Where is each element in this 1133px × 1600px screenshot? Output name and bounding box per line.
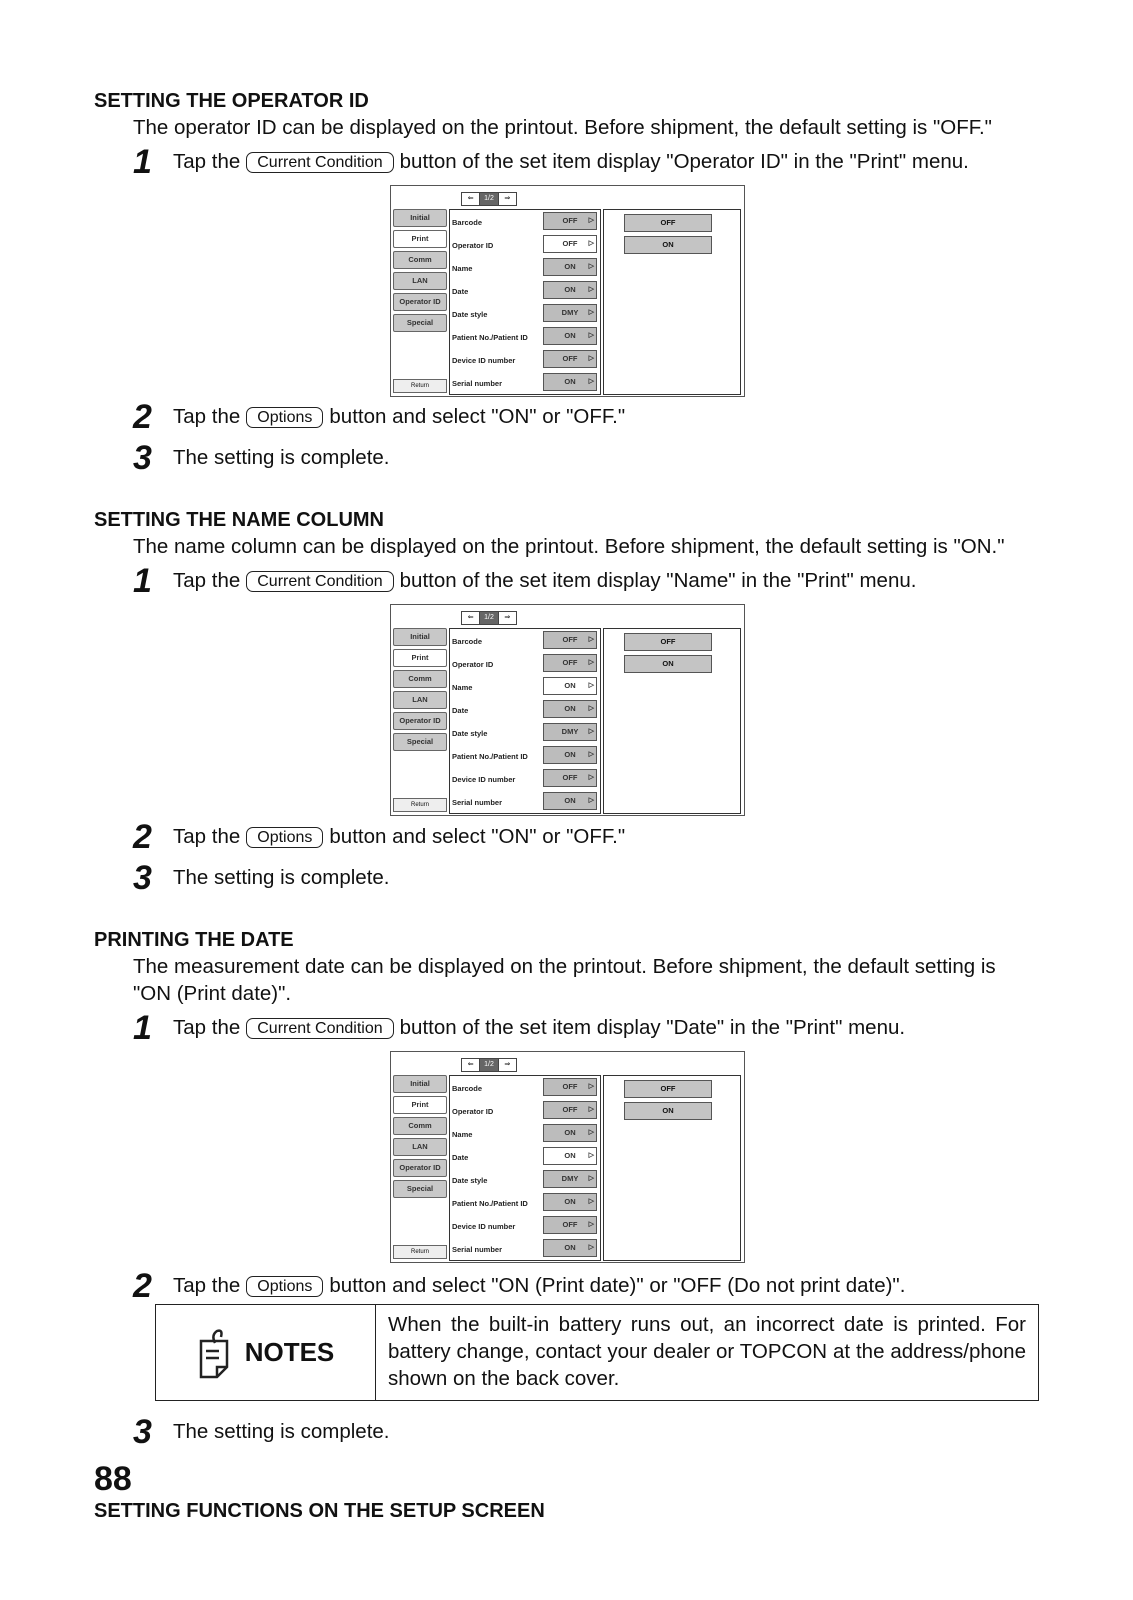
section-heading: SETTING THE OPERATOR ID [94, 90, 369, 112]
notes-header [156, 1305, 376, 1400]
section-intro: The measurement date can be displayed on the printout. Before shipment, the default setting is "ON (Print date)". [133, 955, 996, 1005]
setting-row [450, 302, 600, 325]
step-text: button of the set item display "Operator ID" in the "Print" menu. [399, 150, 969, 173]
current-condition-button[interactable]: ON ▷ [543, 1239, 597, 1257]
current-condition-button: Current Condition [246, 571, 393, 592]
setting-row [450, 233, 600, 256]
step [133, 1415, 390, 1449]
page-navigator[interactable] [461, 611, 517, 625]
menu-item[interactable]: Initial [393, 1075, 447, 1093]
section-intro: The name column can be displayed on the printout. Before shipment, the default setting is "ON." [133, 535, 1005, 558]
setting-label: Operator ID [452, 660, 494, 669]
settings-panel [449, 628, 601, 814]
step-text: Tap the [173, 150, 241, 173]
setting-row [450, 1168, 600, 1191]
setting-label: Name [452, 683, 473, 692]
step [133, 441, 390, 475]
prev-page-icon[interactable]: ⇐ [462, 1059, 480, 1071]
setting-row [450, 1122, 600, 1145]
current-condition-button[interactable]: DMY ▷ [543, 1170, 597, 1188]
step-text: The setting is complete. [173, 866, 390, 889]
current-condition-button[interactable]: OFF ▷ [543, 1216, 597, 1234]
options-button: Options [246, 407, 323, 428]
setting-row [450, 1145, 600, 1168]
step-text: Tap the [173, 825, 241, 848]
step [133, 145, 969, 179]
step-number: 3 [133, 439, 152, 477]
menu-item[interactable]: Special [393, 314, 447, 332]
step-text: button and select "ON (Print date)" or "OFF (Do not print date)". [329, 1274, 906, 1297]
current-condition-button[interactable]: OFF ▷ [543, 1101, 597, 1119]
current-condition-button[interactable]: OFF ▷ [543, 769, 597, 787]
section-intro: The operator ID can be displayed on the printout. Before shipment, the default setting is "OFF." [133, 116, 992, 139]
current-condition-button[interactable]: ON ▷ [543, 258, 597, 276]
notes-box [155, 1304, 1039, 1401]
setting-row [450, 1076, 600, 1099]
step-text: button of the set item display "Name" in the "Print" menu. [399, 569, 917, 592]
step-number: 3 [133, 1413, 152, 1451]
setup-menu [393, 1075, 447, 1201]
menu-item[interactable]: Operator ID [393, 1159, 447, 1177]
step-text: button and select "ON" or "OFF." [329, 405, 626, 428]
next-page-icon[interactable]: ⇒ [504, 1061, 511, 1068]
page-footer: SETTING FUNCTIONS ON THE SETUP SCREEN [94, 1500, 545, 1522]
setting-label: Date style [452, 1176, 488, 1185]
setting-label: Barcode [452, 1084, 483, 1093]
page-number: 88 [94, 1460, 132, 1498]
step [133, 1011, 905, 1045]
option-button[interactable]: ON [624, 1102, 712, 1120]
page-indicator: 1/2 [480, 193, 498, 205]
notes-title: NOTES [244, 1337, 335, 1367]
menu-item[interactable]: Special [393, 1180, 447, 1198]
current-condition-button[interactable]: ON ▷ [543, 746, 597, 764]
setting-label: Operator ID [452, 241, 494, 250]
current-condition-button[interactable]: DMY ▷ [543, 304, 597, 322]
step-number: 1 [133, 143, 152, 181]
step-number: 1 [133, 1009, 152, 1047]
return-button[interactable]: Return [393, 379, 447, 393]
menu-item[interactable]: LAN [393, 691, 447, 709]
setup-screen [390, 1051, 745, 1263]
menu-item[interactable]: Special [393, 733, 447, 751]
setting-row [450, 652, 600, 675]
settings-panel [449, 209, 601, 395]
setting-label: Barcode [452, 218, 483, 227]
setting-label: Barcode [452, 637, 483, 646]
setting-label: Patient No./Patient ID [452, 1199, 528, 1208]
setting-row [450, 1237, 600, 1260]
next-page-icon[interactable]: ⇒ [504, 614, 511, 621]
setting-row [450, 256, 600, 279]
setting-row [450, 721, 600, 744]
step-text: button of the set item display "Date" in the "Print" menu. [399, 1016, 906, 1039]
menu-item[interactable]: Print [393, 230, 447, 248]
setting-label: Device ID number [452, 356, 516, 365]
menu-item[interactable]: Print [393, 649, 447, 667]
section-heading: PRINTING THE DATE [94, 929, 294, 951]
option-button[interactable]: OFF [624, 214, 712, 232]
current-condition-button[interactable]: ON ▷ [543, 700, 597, 718]
setting-row [450, 629, 600, 652]
current-condition-button[interactable]: ON ▷ [543, 1193, 597, 1211]
setting-label: Date style [452, 310, 488, 319]
options-panel [603, 209, 741, 395]
current-condition-button[interactable]: OFF ▷ [543, 1078, 597, 1096]
setting-label: Serial number [452, 379, 503, 388]
return-button[interactable]: Return [393, 1245, 447, 1259]
setup-screen [390, 185, 745, 397]
option-button[interactable]: OFF [624, 633, 712, 651]
setting-row [450, 348, 600, 371]
current-condition-button[interactable]: ON ▷ [543, 792, 597, 810]
setting-label: Name [452, 1130, 473, 1139]
menu-item[interactable]: LAN [393, 272, 447, 290]
options-button: Options [246, 1276, 323, 1297]
setting-row [450, 279, 600, 302]
step-text: The setting is complete. [173, 446, 390, 469]
notes-text: When the built-in battery runs out, an incorrect date is printed. For battery change, contact your dealer or TOPCON at the address/phone shown on the back cover. [388, 1313, 1026, 1390]
setting-row [450, 1191, 600, 1214]
current-condition-button: Current Condition [246, 1018, 393, 1039]
setting-label: Name [452, 264, 473, 273]
setting-row [450, 371, 600, 394]
step-number: 1 [133, 562, 152, 600]
setting-label: Patient No./Patient ID [452, 333, 528, 342]
step [133, 400, 625, 434]
setting-row [450, 325, 600, 348]
option-button[interactable]: ON [624, 655, 712, 673]
return-button[interactable]: Return [393, 798, 447, 812]
step-text: Tap the [173, 1274, 241, 1297]
settings-panel [449, 1075, 601, 1261]
setting-label: Operator ID [452, 1107, 494, 1116]
current-condition-button[interactable]: ON ▷ [543, 373, 597, 391]
menu-item[interactable]: Initial [393, 209, 447, 227]
current-condition-button[interactable]: ON ▷ [543, 327, 597, 345]
setting-label: Serial number [452, 798, 503, 807]
options-button: Options [246, 827, 323, 848]
setting-label: Device ID number [452, 775, 516, 784]
step-text: The setting is complete. [173, 1420, 390, 1443]
setting-label: Date [452, 287, 469, 296]
step [133, 564, 916, 598]
setup-screen [390, 604, 745, 816]
setup-menu [393, 209, 447, 335]
setting-label: Device ID number [452, 1222, 516, 1231]
step-text: Tap the [173, 569, 241, 592]
current-condition-button[interactable]: ON ▷ [543, 1147, 597, 1165]
step [133, 861, 390, 895]
prev-page-icon[interactable]: ⇐ [462, 193, 480, 205]
notepad-icon [197, 1327, 231, 1379]
menu-item[interactable]: Comm [393, 1117, 447, 1135]
setting-label: Date [452, 1153, 469, 1162]
menu-item[interactable]: Initial [393, 628, 447, 646]
menu-item[interactable]: Operator ID [393, 712, 447, 730]
page-indicator: 1/2 [480, 612, 498, 624]
current-condition-button[interactable]: ON ▷ [543, 1124, 597, 1142]
current-condition-button: Current Condition [246, 152, 393, 173]
section-heading: SETTING THE NAME COLUMN [94, 509, 384, 531]
current-condition-button[interactable]: ON ▷ [543, 281, 597, 299]
page-indicator: 1/2 [480, 1059, 498, 1071]
step-number: 2 [133, 398, 152, 436]
setting-label: Date [452, 706, 469, 715]
setting-row [450, 1214, 600, 1237]
menu-item[interactable]: Comm [393, 251, 447, 269]
step [133, 1269, 905, 1303]
menu-item[interactable]: Comm [393, 670, 447, 688]
page-navigator[interactable] [461, 192, 517, 206]
setting-row [450, 698, 600, 721]
setup-menu [393, 628, 447, 754]
page-navigator[interactable] [461, 1058, 517, 1072]
option-button[interactable]: OFF [624, 1080, 712, 1098]
step-text: Tap the [173, 1016, 241, 1039]
current-condition-button[interactable]: OFF ▷ [543, 350, 597, 368]
prev-page-icon[interactable]: ⇐ [462, 612, 480, 624]
option-button[interactable]: ON [624, 236, 712, 254]
menu-item[interactable]: Operator ID [393, 293, 447, 311]
setting-label: Patient No./Patient ID [452, 752, 528, 761]
setting-row [450, 1099, 600, 1122]
step-text: button and select "ON" or "OFF." [329, 825, 626, 848]
current-condition-button[interactable]: DMY ▷ [543, 723, 597, 741]
current-condition-button[interactable]: OFF ▷ [543, 235, 597, 253]
setting-label: Serial number [452, 1245, 503, 1254]
step-number: 2 [133, 818, 152, 856]
setting-row [450, 210, 600, 233]
current-condition-button[interactable]: OFF ▷ [543, 654, 597, 672]
current-condition-button[interactable]: OFF ▷ [543, 631, 597, 649]
current-condition-button[interactable]: ON ▷ [543, 677, 597, 695]
step-text: Tap the [173, 405, 241, 428]
menu-item[interactable]: Print [393, 1096, 447, 1114]
setting-row [450, 675, 600, 698]
setting-label: Date style [452, 729, 488, 738]
step-number: 2 [133, 1267, 152, 1305]
options-panel [603, 628, 741, 814]
setting-row [450, 767, 600, 790]
menu-item[interactable]: LAN [393, 1138, 447, 1156]
step-number: 3 [133, 859, 152, 897]
current-condition-button[interactable]: OFF ▷ [543, 212, 597, 230]
next-page-icon[interactable]: ⇒ [504, 195, 511, 202]
setting-row [450, 790, 600, 813]
setting-row [450, 744, 600, 767]
options-panel [603, 1075, 741, 1261]
step [133, 820, 625, 854]
